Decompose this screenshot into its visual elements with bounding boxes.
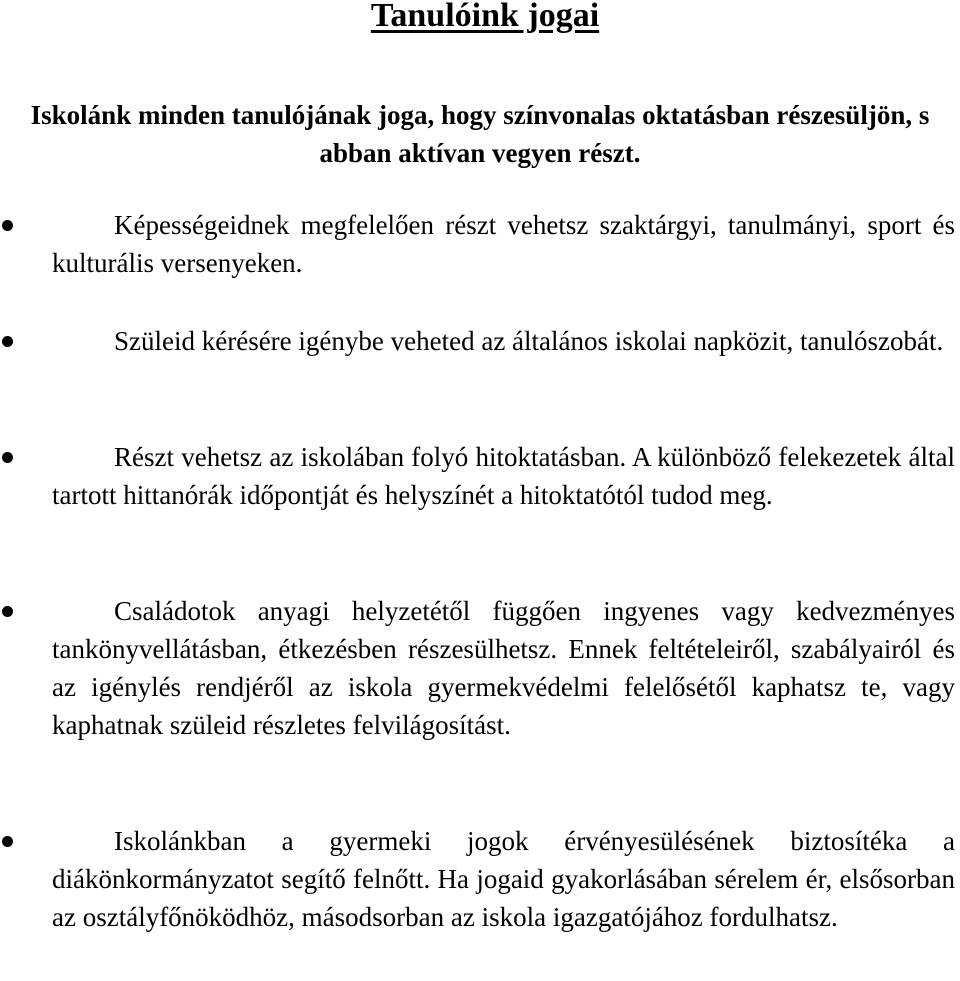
page-title: Tanulóink jogai xyxy=(370,0,600,34)
list-item xyxy=(52,322,955,360)
list-item-text: Szüleid kérésére igénybe veheted az általános iskolai napközit, tanulószobát. xyxy=(114,326,944,356)
intro-paragraph: Iskolánk minden tanulójának joga, hogy színvonalas oktatásban részesüljön, s abban aktívan vegyen részt. xyxy=(30,100,930,168)
list-item-text: Iskolánkban a gyermeki jogok érvényesülésének biztosítéka a diákönkormányzatot segítő felnőtt. Ha jogaid gyakorlásában sérelem ér, elsősorban az osztályfőnöködhöz, másodsorban az iskola igazgatójához fordulhatsz. xyxy=(52,826,955,932)
list-item-text: Képességeidnek megfelelően részt vehetsz szaktárgyi, tanulmányi, sport és kulturális versenyeken. xyxy=(52,210,955,278)
list-item xyxy=(52,206,955,282)
bullet-icon xyxy=(2,452,13,463)
list-item xyxy=(52,592,955,744)
bullet-icon xyxy=(2,220,13,231)
bullet-icon xyxy=(2,336,13,347)
list-item-text: Családotok anyagi helyzetétől függően ingyenes vagy kedvezményes tankönyvellátásban, étkezésben részesülhetsz. Ennek feltételeiről, szabályairól és az igénylés rendjéről az iskola gyermekvédelmi felelősétől kaphatsz te, vagy kaphatnak szüleid részletes felvilágosítást. xyxy=(52,596,955,740)
list-item-text: Részt vehetsz az iskolában folyó hitoktatásban. A különböző felekezetek által tartott hittanórák időpontját és helyszínét a hitoktatótól tudod meg. xyxy=(52,442,955,510)
list-item xyxy=(52,822,955,936)
bullet-icon xyxy=(2,606,13,617)
list-item xyxy=(52,438,955,514)
bullet-icon xyxy=(2,836,13,847)
